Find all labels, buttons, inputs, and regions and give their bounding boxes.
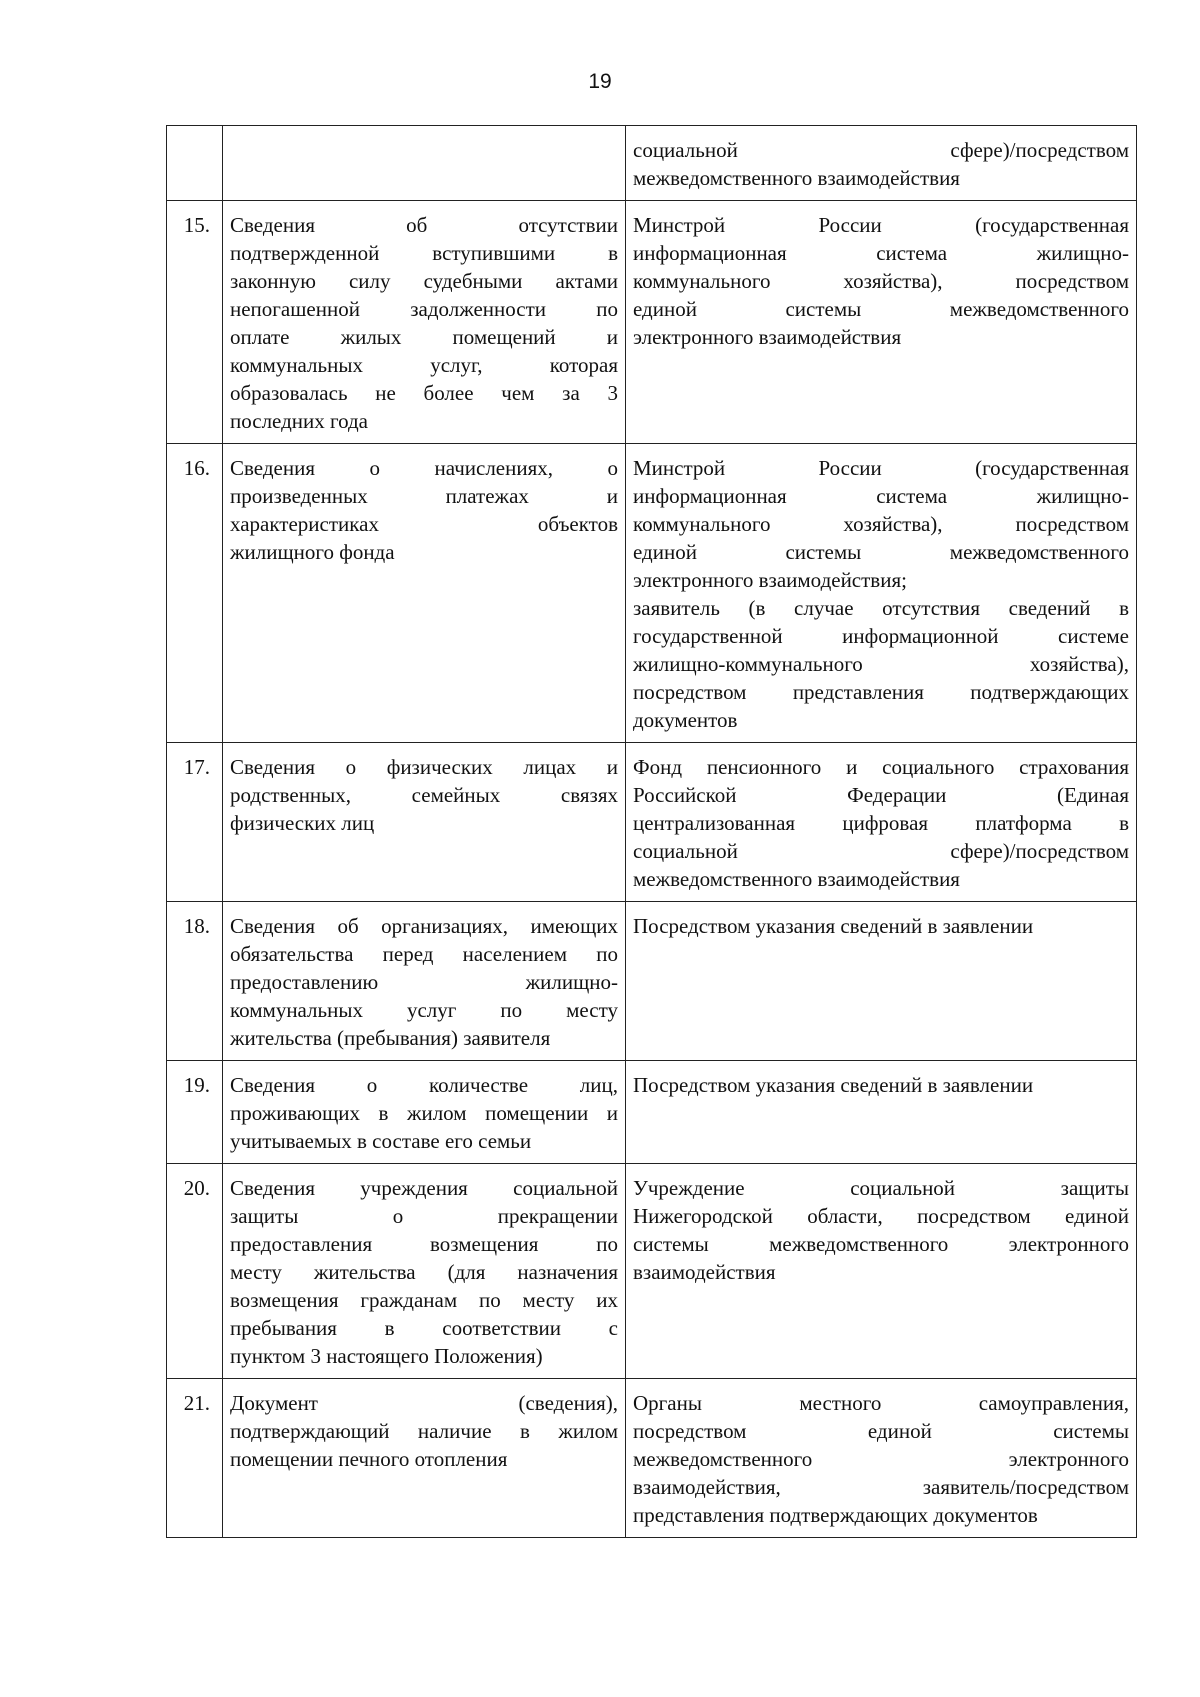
source-cell-line: Органы местного самоуправления, (633, 1391, 1129, 1415)
source-cell-line: социальной сфере)/посредством (633, 138, 1129, 162)
row-number: 16. (167, 444, 223, 743)
table-row (167, 1164, 1137, 1379)
source-cell-line: межведомственного взаимодействия (633, 867, 960, 891)
row-number (167, 126, 223, 201)
row-number: 18. (167, 902, 223, 1061)
info-cell-line: обязательства перед населением по (230, 942, 618, 966)
info-cell-line: оплате жилых помещений и (230, 325, 618, 349)
row-number: 15. (167, 201, 223, 444)
table-row (167, 902, 1137, 1061)
info-cell-line: месту жительства (для назначения (230, 1260, 618, 1284)
source-cell-line: межведомственного электронного (633, 1447, 1129, 1471)
source-cell (626, 444, 1137, 743)
source-cell-line: взаимодействия, заявитель/посредством (633, 1475, 1129, 1499)
info-cell (223, 743, 626, 902)
info-cell (223, 126, 626, 201)
documents-table-body (167, 126, 1137, 1538)
info-cell-line: Сведения об отсутствии (230, 213, 618, 237)
source-cell-line: Минстрой России (государственная (633, 456, 1129, 480)
source-cell-line: системы межведомственного электронного (633, 1232, 1129, 1256)
documents-table (166, 125, 1137, 1538)
source-cell-line: Фонд пенсионного и социального страхования (633, 755, 1129, 779)
info-cell (223, 1379, 626, 1538)
source-cell (626, 1164, 1137, 1379)
table-row (167, 444, 1137, 743)
row-number: 21. (167, 1379, 223, 1538)
info-cell-line: Сведения о количестве лиц, (230, 1073, 618, 1097)
table-row (167, 201, 1137, 444)
source-cell-line: информационная система жилищно- (633, 484, 1129, 508)
source-cell-line: посредством единой системы (633, 1419, 1129, 1443)
info-cell-line: учитываемых в составе его семьи (230, 1129, 532, 1153)
source-cell (626, 743, 1137, 902)
info-cell-line: последних года (230, 409, 369, 433)
table-row (167, 743, 1137, 902)
source-cell-line: заявитель (в случае отсутствия сведений в (633, 596, 1129, 620)
info-cell-line: пребывания в соответствии с (230, 1316, 618, 1340)
info-cell-line: пунктом 3 настоящего Положения) (230, 1344, 543, 1368)
source-cell (626, 201, 1137, 444)
page-number: 19 (588, 70, 612, 93)
source-cell (626, 1379, 1137, 1538)
info-cell-line: возмещения гражданам по месту их (230, 1288, 618, 1312)
source-cell-line: Учреждение социальной защиты (633, 1176, 1129, 1200)
info-cell-line: предоставления возмещения по (230, 1232, 618, 1256)
source-cell-line: посредством представления подтверждающих (633, 680, 1129, 704)
source-cell-line: Нижегородской области, посредством единой (633, 1204, 1129, 1228)
info-cell-line: физических лиц (230, 811, 375, 835)
source-cell-line: Минстрой России (государственная (633, 213, 1129, 237)
source-cell (626, 902, 1137, 1061)
info-cell-line: Сведения о начислениях, о (230, 456, 618, 480)
row-number: 20. (167, 1164, 223, 1379)
row-number: 17. (167, 743, 223, 902)
source-cell-line: информационная система жилищно- (633, 241, 1129, 265)
info-cell-line: образовалась не более чем за 3 (230, 381, 618, 405)
source-cell-line: единой системы межведомственного (633, 297, 1129, 321)
info-cell-line: коммунальных услуг по месту (230, 998, 618, 1022)
source-cell-line: электронного взаимодействия (633, 325, 902, 349)
source-cell-line: централизованная цифровая платформа в (633, 811, 1129, 835)
info-cell-line: проживающих в жилом помещении и (230, 1101, 618, 1125)
source-cell-line: электронного взаимодействия; (633, 568, 907, 592)
source-cell (626, 126, 1137, 201)
table-row (167, 126, 1137, 201)
info-cell-line: Сведения о физических лицах и (230, 755, 618, 779)
info-cell-line: подтверждающий наличие в жилом (230, 1419, 618, 1443)
info-cell (223, 444, 626, 743)
source-cell-line: Посредством указания сведений в заявлении (633, 1073, 1034, 1097)
source-cell-line: Российской Федерации (Единая (633, 783, 1129, 807)
info-cell (223, 1164, 626, 1379)
info-cell (223, 902, 626, 1061)
info-cell-line: непогашенной задолженности по (230, 297, 618, 321)
info-cell-line: защиты о прекращении (230, 1204, 618, 1228)
source-cell-line: Посредством указания сведений в заявлении (633, 914, 1034, 938)
row-number: 19. (167, 1061, 223, 1164)
source-cell-line: представления подтверждающих документов (633, 1503, 1038, 1527)
info-cell-line: предоставлению жилищно- (230, 970, 618, 994)
table-row (167, 1061, 1137, 1164)
info-cell-line: жилищного фонда (230, 540, 395, 564)
source-cell-line: коммунального хозяйства), посредством (633, 512, 1129, 536)
info-cell (223, 1061, 626, 1164)
source-cell (626, 1061, 1137, 1164)
info-cell-line: подтвержденной вступившими в (230, 241, 618, 265)
info-cell-line: произведенных платежах и (230, 484, 618, 508)
source-cell-line: межведомственного взаимодействия (633, 166, 960, 190)
source-cell-line: взаимодействия (633, 1260, 776, 1284)
source-cell-line: государственной информационной системе (633, 624, 1129, 648)
source-cell-line: жилищно-коммунального хозяйства), (633, 652, 1129, 676)
table-row (167, 1379, 1137, 1538)
source-cell-line: документов (633, 708, 738, 732)
info-cell-line: помещении печного отопления (230, 1447, 508, 1471)
info-cell-line: характеристиках объектов (230, 512, 618, 536)
source-cell-line: коммунального хозяйства), посредством (633, 269, 1129, 293)
info-cell-line: Сведения учреждения социальной (230, 1176, 618, 1200)
source-cell-line: социальной сфере)/посредством (633, 839, 1129, 863)
info-cell-line: коммунальных услуг, которая (230, 353, 618, 377)
info-cell-line: родственных, семейных связях (230, 783, 618, 807)
info-cell-line: законную силу судебными актами (230, 269, 618, 293)
info-cell-line: Сведения об организациях, имеющих (230, 914, 618, 938)
info-cell (223, 201, 626, 444)
info-cell-line: Документ (сведения), (230, 1391, 618, 1415)
source-cell-line: единой системы межведомственного (633, 540, 1129, 564)
info-cell-line: жительства (пребывания) заявителя (230, 1026, 551, 1050)
